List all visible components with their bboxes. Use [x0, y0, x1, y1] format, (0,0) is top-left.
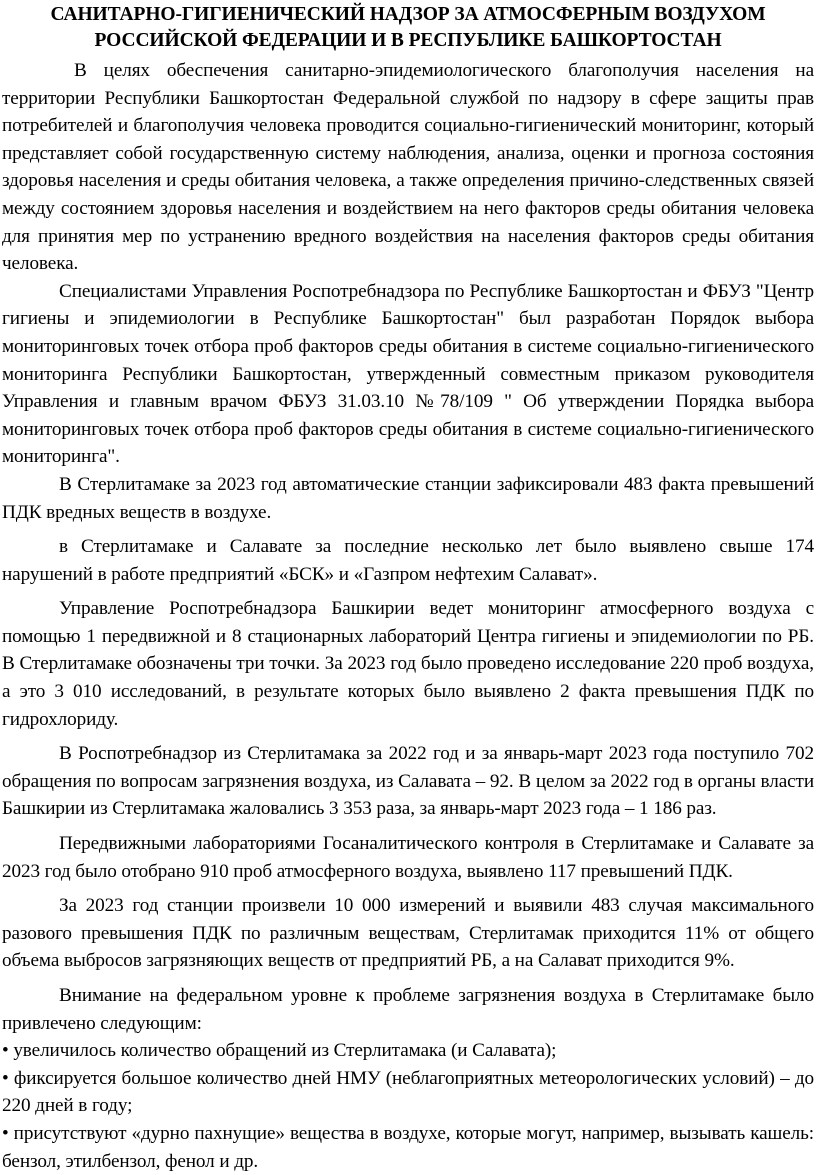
- paragraph-violations: в Стерлитамаке и Салавате за последние несколько лет было выявлено свыше 174 нарушений в работе предприятий «БСК» и «Газпром нефтехим Салават».: [2, 536, 814, 585]
- paragraph-sterlitamak-stations: В Стерлитамаке за 2023 год автоматические станции зафиксировали 483 факта превышений ПДК вредных веществ в воздухе.: [2, 473, 814, 523]
- paragraph-federal-attention: Внимание на федеральном уровне к проблеме загрязнения воздуха в Стерлитамаке было привлечено следующим:: [2, 985, 814, 1034]
- paragraph-monitoring-points: Специалистами Управления Роспотребнадзора по Республике Башкортостан и ФБУЗ "Центр гигиены и эпидемиологии в Республике Башкортостан" был разработан Порядок выбора мониторинговых точек отбора проб факторов среды обитания в системе социально-гигиенического мониторинга Республики Башкортостан, утвержденный совместным приказом руководителя Управления и главным врачом ФБУЗ 31.03.10 №78/109 " Об утверждении Порядка выбора мониторинговых точек отбора проб факторов среды обитания в системе социально-гигиенического мониторинга".: [2, 280, 814, 468]
- paragraph-measurements: За 2023 год станции произвели 10 000 измерений и выявили 483 случая максимального разового превышения ПДК по различным веществам, Стерлитамак приходится 11% от общего объема выбросов загрязняющих веществ от предприятий РБ, а на Салават приходится 9%.: [2, 895, 814, 972]
- title-line-1: САНИТАРНО-ГИГИЕНИЧЕСКИЙ НАДЗОР ЗА АТМОСФЕРНЫМ ВОЗДУХОМ: [50, 4, 766, 25]
- list-item: • увеличилось количество обращений из Стерлитамака (и Салавата);: [2, 1040, 557, 1062]
- paragraph-monitoring-intro: В целях обеспечения санитарно-эпидемиологического благополучия населения на территории Республики Башкортостан Федеральной службой по надзору в сфере защиты прав потребителей и благополучия человека проводится социально-гигиенический мониторинг, который представляет собой государственную систему наблюдения, анализа, оценки и прогноза состояния здоровья населения и среды обитания человека, а также определения причино-следственных связей между состоянием здоровья населения и воздействием на него факторов среды обитания человека для принятия мер по устранению вредного воздействия на населения факторов среды обитания человека.: [2, 60, 814, 275]
- paragraph-complaints: В Роспотребнадзор из Стерлитамака за 2022 год и за январь-март 2023 года поступило 702 обращения по вопросам загрязнения воздуха, из Салавата – 92. В целом за 2022 год в органы власти Башкирии из Стерлитамака жаловались 3 353 раза, за январь-март 2023 года – 1 186 раз.: [2, 743, 814, 820]
- document-title: [2, 2, 814, 54]
- paragraph-laboratories: Управление Роспотребнадзора Башкирии ведет мониторинг атмосферного воздуха с помощью 1 передвижной и 8 стационарных лабораторий Центра гигиены и эпидемиологии по РБ. В Стерлитамаке обозначены три точки. За 2023 год было проведено исследование 220 проб воздуха, а это 3 010 исследований, в результате которых было выявлено 2 факта превышения ПДК по гидрохлориду.: [2, 598, 814, 730]
- paragraph-mobile-labs: Передвижными лабораториями Госаналитического контроля в Стерлитамаке и Салавате за 2023 год было отобрано 910 проб атмосферного воздуха, выявлено 117 превышений ПДК.: [2, 833, 814, 882]
- list-item: • присутствуют «дурно пахнущие» вещества в воздухе, которые могут, например, вызывать кашель: бензол, этилбензол, фенол и др.: [2, 1122, 814, 1172]
- list-item: • фиксируется большое количество дней НМУ (неблагоприятных метеорологических условий) – до 220 дней в году;: [2, 1067, 814, 1117]
- title-line-2: РОССИЙСКОЙ ФЕДЕРАЦИИ И В РЕСПУБЛИКЕ БАШКОРТОСТАН: [94, 30, 722, 51]
